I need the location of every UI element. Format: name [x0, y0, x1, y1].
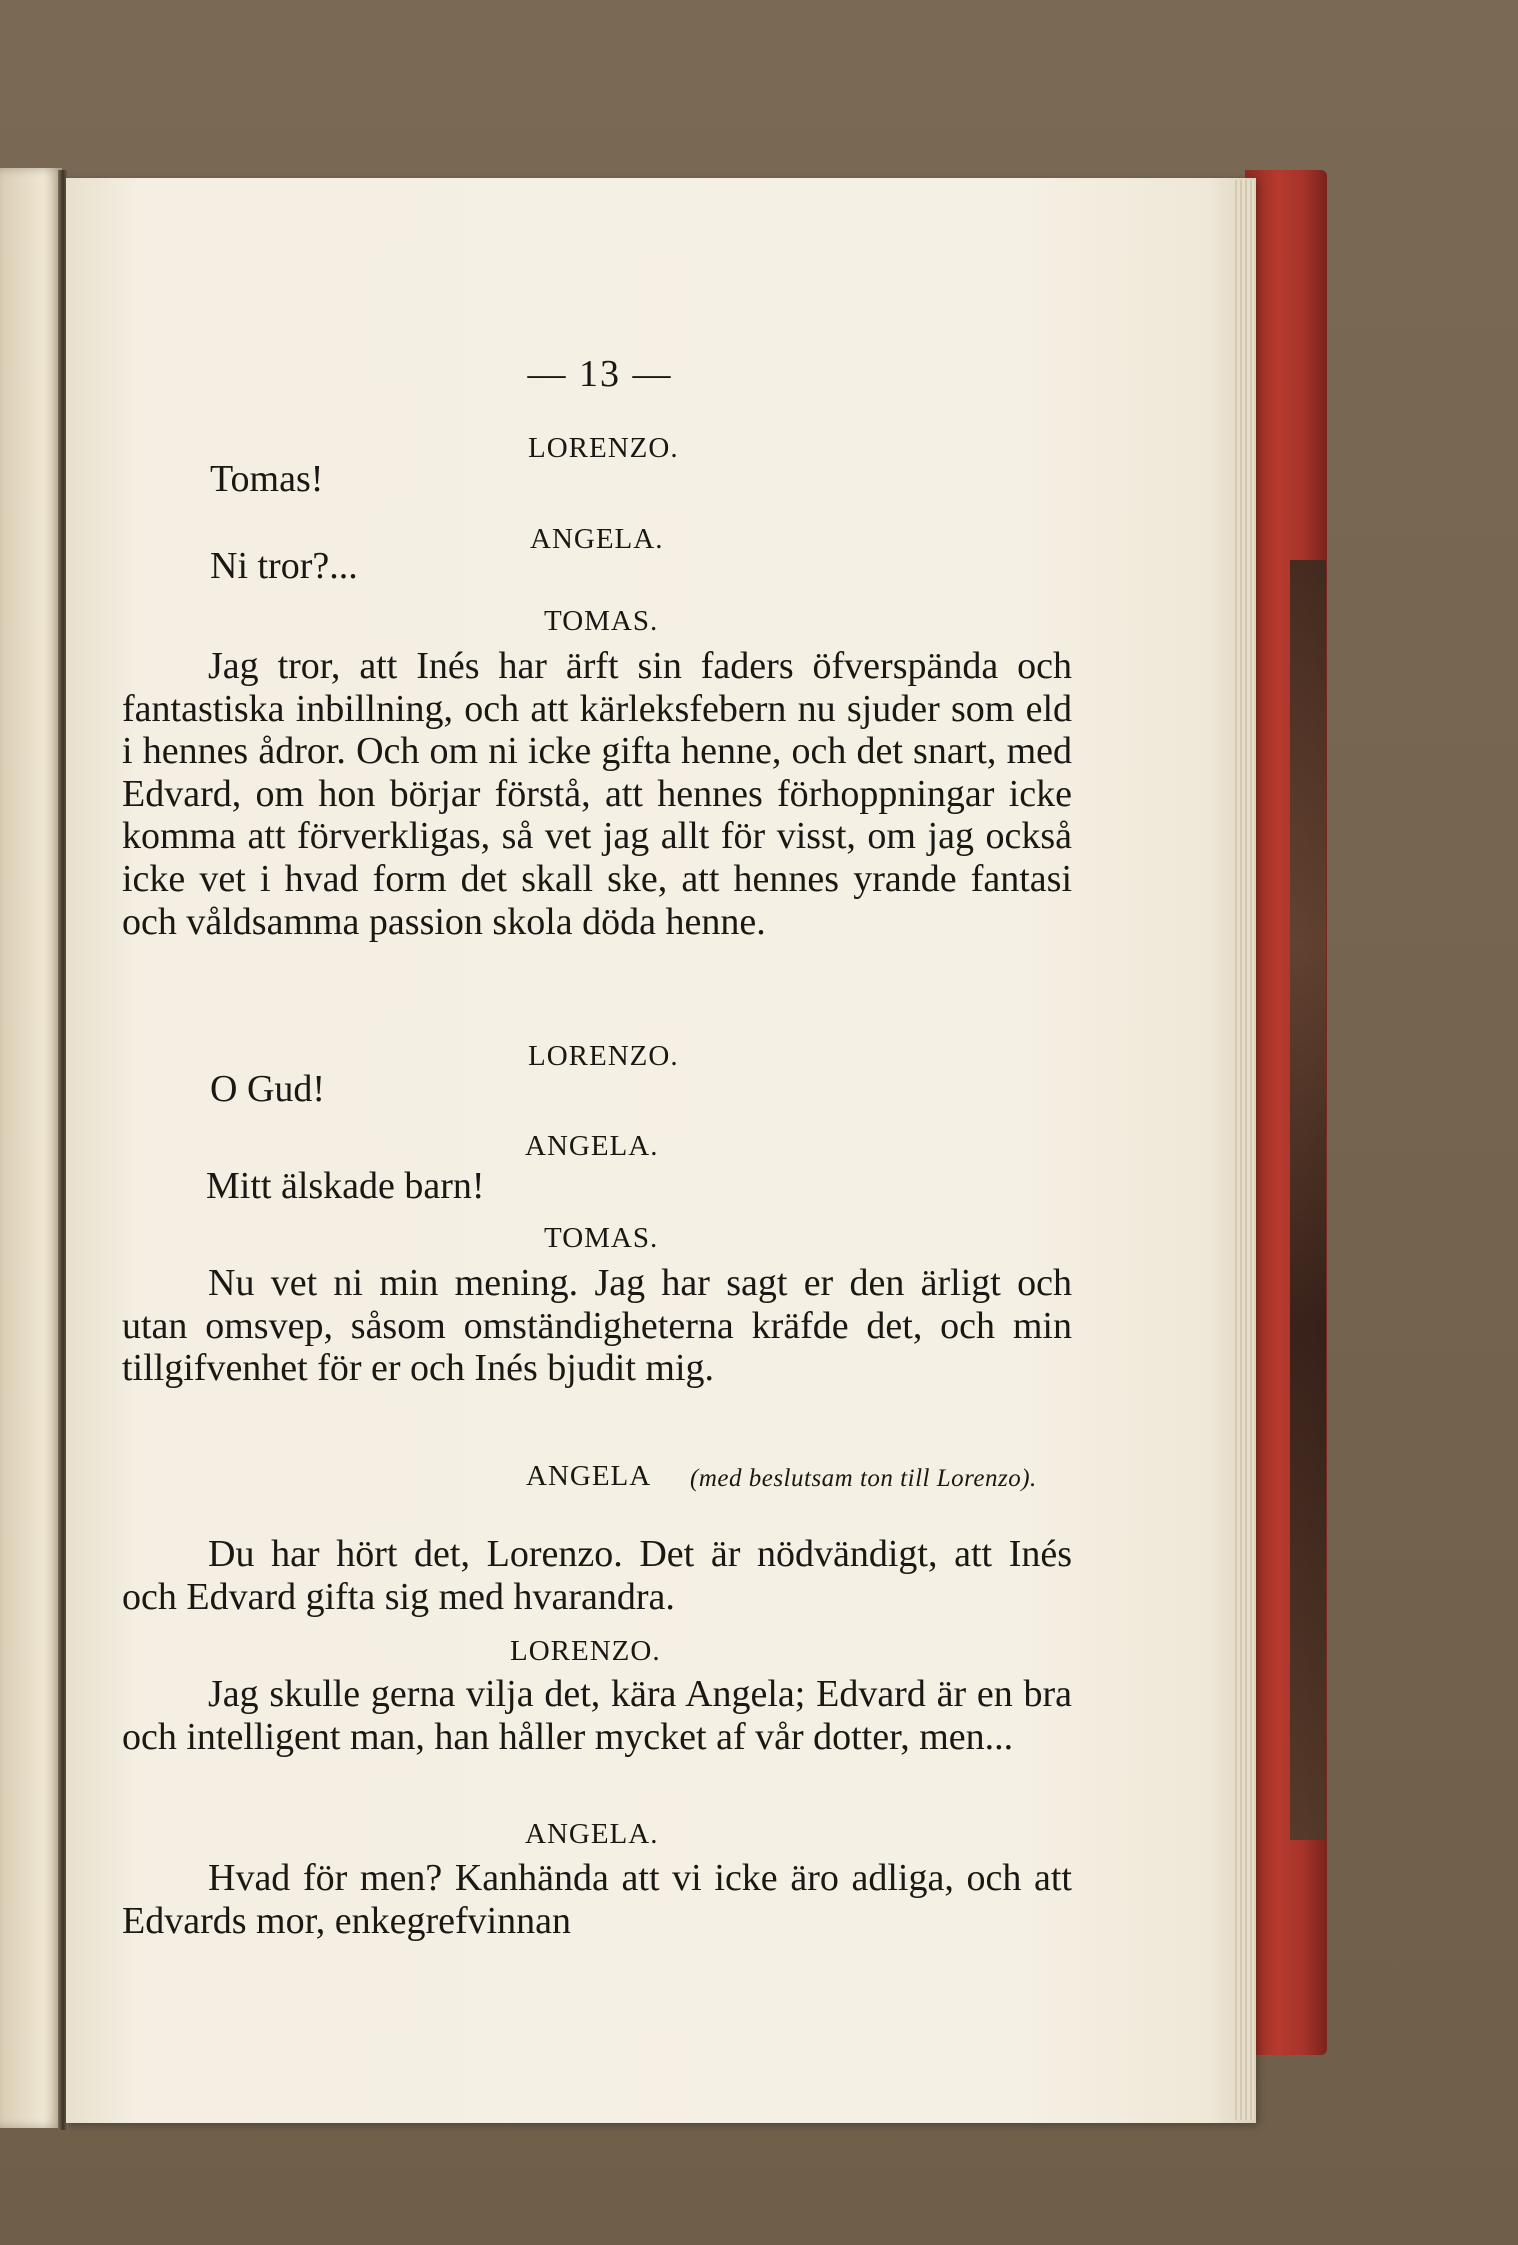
speaker-label: ANGELA.: [525, 1818, 659, 1850]
speaker-label: TOMAS.: [544, 605, 659, 637]
speech-text: Jag skulle gerna vilja det, kära Angela; Edvard är en bra och intelligent man, han håller mycket af vår dotter, men...: [122, 1673, 1072, 1758]
stage-direction: (med beslutsam ton till Lorenzo).: [690, 1465, 1037, 1492]
page-number: — 13 —: [527, 353, 673, 395]
speaker-label: ANGELA.: [530, 523, 664, 555]
speech-text: Du har hört det, Lorenzo. Det är nödvändigt, att Inés och Edvard gifta sig med hvarandra.: [122, 1533, 1072, 1618]
speech-text: Jag tror, att Inés har ärft sin faders öfverspända och fantastiska inbillning, och att kärleksfebern nu sjuder som eld i hennes ådror. Och om ni icke gifta henne, och det snart, med Edvard, om hon börjar förstå, att hennes förhoppningar icke komma att förverkligas, så vet jag allt för visst, om jag också icke vet i hvad form det skall ske, att hennes yrande fantasi och våldsamma passion skola döda henne.: [122, 645, 1072, 943]
speech-text: Hvad för men? Kanhända att vi icke äro adliga, och att Edvards mor, enkegrefvinnan: [122, 1857, 1072, 1942]
speaker-label: LORENZO.: [510, 1635, 661, 1667]
speaker-label: LORENZO.: [528, 1040, 679, 1072]
speaker-label: TOMAS.: [544, 1222, 659, 1254]
speech-text: Nu vet ni min mening. Jag har sagt er den ärligt och utan omsvep, såsom omständigheterna kräfde det, och min tillgifvenhet för er och Inés bjudit mig.: [122, 1262, 1072, 1390]
speech-text: O Gud!: [210, 1068, 326, 1110]
speaker-label: [526, 1460, 651, 1493]
page-stack-edge: [1232, 180, 1254, 2120]
left-page-edge: [0, 168, 62, 2128]
speaker-label: ANGELA.: [525, 1130, 659, 1162]
speech-text: Tomas!: [210, 458, 324, 500]
cover-marbled-edge: [1290, 560, 1326, 1840]
speaker-name: ANGELA: [526, 1460, 652, 1492]
speech-text: Ni tror?...: [210, 545, 358, 587]
speaker-label: LORENZO.: [528, 432, 679, 464]
speech-text: Mitt älskade barn!: [206, 1165, 485, 1207]
